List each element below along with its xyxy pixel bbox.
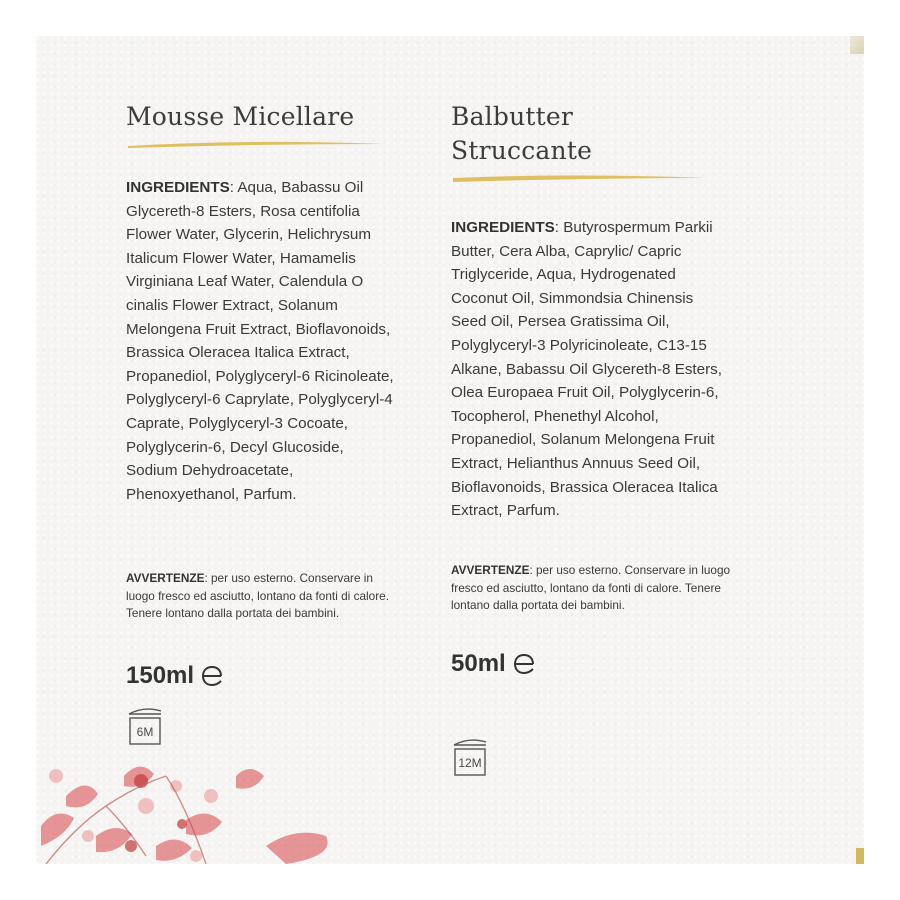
volume-value: 50ml <box>451 650 506 677</box>
product-column-right <box>451 100 731 184</box>
pao-label: 12M <box>458 756 482 770</box>
ingredients-paragraph <box>451 216 731 523</box>
warning-paragraph <box>126 570 396 623</box>
volume-row <box>451 650 731 678</box>
ingredients-label: INGREDIENTS <box>126 179 230 196</box>
corner-decoration-bottom <box>856 848 864 864</box>
product-title: Mousse Micellare <box>126 102 355 131</box>
corner-decoration <box>850 36 864 54</box>
estimated-sign-icon <box>512 652 538 676</box>
warning-paragraph <box>451 562 731 615</box>
ingredients-label: INGREDIENTS <box>451 219 555 236</box>
floral-watercolor-decoration <box>36 736 376 864</box>
warning-text: : per uso esterno. Conservare in luogo fresco ed asciutto, lontano da fonti di calore. Tenere lontano dalla portata dei bambini. <box>451 563 731 612</box>
warning-label: AVVERTENZE <box>451 563 530 577</box>
volume-row <box>126 662 396 690</box>
gold-swoosh <box>126 138 386 150</box>
pao-icon <box>451 736 489 776</box>
gold-swoosh <box>451 172 711 184</box>
ingredients-paragraph <box>126 176 396 506</box>
product-column-left <box>126 100 396 150</box>
label-sheet <box>36 36 864 864</box>
volume-value: 150ml <box>126 662 195 689</box>
warning-text: : per uso esterno. Conservare in luogo fresco ed asciutto, lontano da fonti di calore. Tenere lontano dalla portata dei bambini. <box>126 571 389 620</box>
product-title-line1: Balbutter <box>451 102 574 131</box>
ingredients-list: : Butyrospermum Parkii Butter, Cera Alba, Caprylic/ Capric Triglyceride, Aqua, Hydrogenated Coconut Oil, Simmondsia Chinensis Seed Oil, Persea Gratissima Oil, Polyglyceryl-3 Polyricinoleate, C13-15 Alkane, Babassu Oil Glycereth-8 Esters, Olea Europaea Fruit Oil, Polyglycerin-6, Tocopherol, Phenethyl Alcohol, Propanediol, Solanum Melongena Fruit Extract, Helianthus Annuus Seed Oil, Bioflavonoids, Brassica Oleracea Italica Extract, Parfum. <box>451 219 722 520</box>
ingredients-list: : Aqua, Babassu Oil Glycereth-8 Esters, Rosa centifolia Flower Water, Glycerin, Helichrysum Italicum Flower Water, Hamamelis Virginiana Leaf Water, Calendula O cinalis Flower Extract, Solanum Melongena Fruit Extract, Bioflavonoids, Brassica Oleracea Italica Extract, Propanediol, Polyglyceryl-6 Ricinoleate, Polyglyceryl-6 Caprylate, Polyglyceryl-4 Caprate, Polyglyceryl-3 Cocoate, Polyglycerin-6, Decyl Glucoside, Sodium Dehydroacetate, Phenoxyethanol, Parfum. <box>126 179 394 503</box>
product-title-line2: Struccante <box>451 136 593 165</box>
warning-label: AVVERTENZE <box>126 571 205 585</box>
estimated-sign-icon <box>200 664 226 688</box>
pao-label: 6M <box>136 725 154 739</box>
